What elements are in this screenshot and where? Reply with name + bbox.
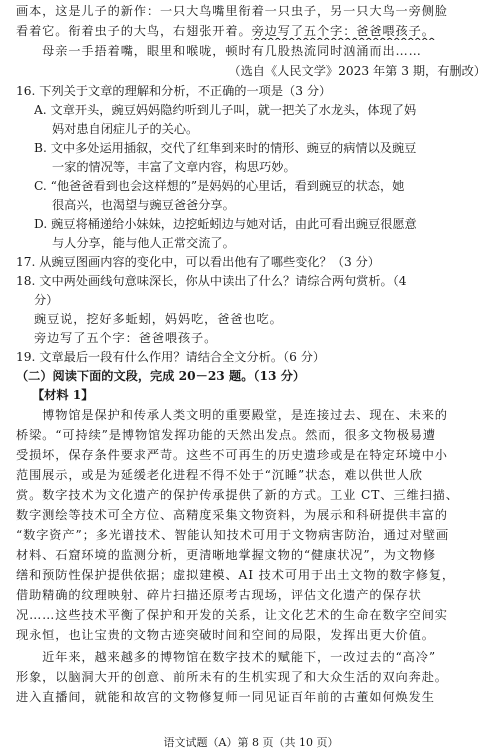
material-line: 博物馆是保护和传承人类文明的重要殿堂，是连接过去、现在、未来的 [16, 408, 448, 422]
question-18-cont: 分） [34, 293, 59, 307]
material-line: 缮和预防性保护提供依据；虚拟建模、AI 技术可用于出土文物的数字修复， [16, 568, 455, 582]
source-citation: （选自《人民文学》2023 年第 3 期，有删改） [228, 64, 486, 78]
story-line: 画本，这是儿子的新作：一只大鸟嘴里衔着一只虫子，另一只大鸟一旁侧脸 [16, 4, 448, 18]
question-16-stem: 16. 下列关于文章的理解和分析，不正确的一项是（3 分） [16, 84, 332, 98]
option-d: D. 豌豆将桶递给小妹妹，边挖蚯蚓边与她对话，由此可看出豌豆很愿意 [34, 217, 417, 231]
question-17: 17. 从豌豆图画内容的变化中，可以看出他有了哪些变化？（3 分） [16, 255, 380, 269]
material-line: 近年来，越来越多的博物馆在数字技术的赋能下，一改过去的“高冷” [16, 650, 436, 664]
option-d-cont: 与人分享，能与他人正常交流了。 [52, 236, 235, 250]
underlined-sentence: 旁边写了五个字：爸爸喂孩子。 [251, 24, 435, 38]
material-line: “数字资产”；多光谱技术、智能认知技术可用于文物病害防治，通过对壁画 [16, 528, 450, 542]
page-footer: 语文试题（A）第 8 页（共 10 页） [163, 736, 339, 749]
quoted-sentence-2: 旁边写了五个字：爸爸喂孩子。 [34, 331, 218, 345]
story-line: 母亲一手捂着嘴，眼里和喉咙，顿时有几股热流同时汹涌而出…… [16, 44, 422, 58]
material-line: 桥梁。“可持续”是博物馆发挥功能的天然出发点。然而，很多文物极易遭 [16, 428, 436, 442]
material-line: 数字测绘等技术可全方位、高精度采集文物资料，为展示和科研提供丰富的 [16, 508, 448, 522]
option-a: A. 文章开头，豌豆妈妈隐约听到儿子叫，就一把关了水龙头，体现了妈 [34, 103, 417, 117]
material-line: 形象，以脑洞大开的创意、前所未有的生机实现了和大众生活的双向奔赴。 [16, 670, 448, 684]
material-1-label: 【材料 1】 [32, 388, 94, 402]
material-line: 现永恒，也让宝贵的文物古迹突破时间和空间的局限，发挥出更大价值。 [16, 628, 435, 642]
material-line: 况……这些技术平衡了保护和开发的关系，让文化艺术的生命在数字空间实 [16, 608, 448, 622]
option-a-cont: 妈对患自闭症儿子的关心。 [52, 122, 199, 136]
option-b-cont: 一家的情况等，丰富了文章内容，构思巧妙。 [52, 160, 296, 174]
section-2-heading: （二）阅读下面的文段，完成 20－23 题。（13 分） [16, 369, 306, 383]
material-line: 范围展示，或是为延缓老化进程不得不处于“沉睡”状态，难以供世人欣 [16, 468, 423, 482]
question-18: 18. 文中两处画线句意味深长，你从中读出了什么？请综合两句赏析。（4 [16, 274, 407, 288]
question-19: 19. 文章最后一段有什么作用？请结合全文分析。（6 分） [16, 350, 326, 364]
option-c: C. “他爸爸看到也会这样想的”是妈妈的心里话，看到豌豆的状态，她 [34, 179, 405, 193]
option-c-cont: 很高兴，也渴望与豌豆爸爸分享。 [52, 198, 235, 212]
material-line: 借助精确的纹理映射、碎片扫描还原考古现场，评估文化遗产的保存状 [16, 588, 422, 602]
material-line: 受损坏，保存条件要求严苛。这些不可再生的历史遗珍或是在特定环境中小 [16, 448, 448, 462]
option-b: B. 文中多处运用插叙，交代了红隼到来时的情形、豌豆的病情以及豌豆 [34, 141, 417, 155]
material-line: 材料、石窟环境的监测分析，更清晰地掌握文物的“健康状况”，为文物修 [16, 548, 436, 562]
story-line: 看着它。衔着虫子的大鸟，右翅张开着。旁边写了五个字：爸爸喂孩子。 [16, 24, 435, 38]
material-line: 赏。数字技术为文化遗产的保护传承提供了新的方式。工业 CT、三维扫描、 [16, 488, 459, 502]
quoted-sentence-1: 豌豆说，挖好多蚯蚓，妈妈吃，爸爸也吃。 [34, 312, 283, 326]
material-line: 进入直播间，就能和故宫的文物修复师一同见证百年前的古董如何焕发生 [16, 690, 435, 704]
